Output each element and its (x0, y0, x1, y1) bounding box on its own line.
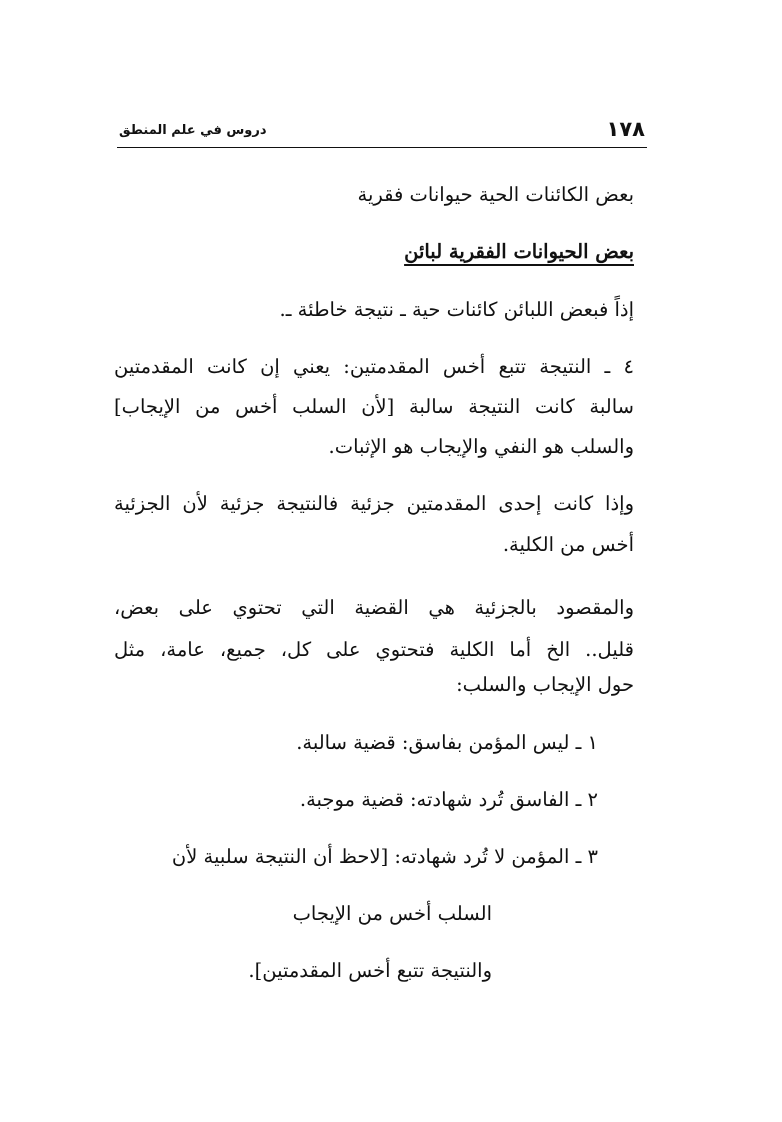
running-title: دروس في علم المنطق (119, 123, 267, 138)
rule4-line-2: سالبة كانت النتيجة سالبة [لأن السلب أخس من الإيجاب] (114, 395, 634, 418)
list-item-1: ١ ـ ليس المؤمن بفاسق: قضية سالبة. (296, 731, 598, 754)
rule4-line-1: ٤ ـ النتيجة تتبع أخس المقدمتين: يعني إن كانت المقدمتين (114, 355, 634, 378)
page-header (117, 117, 647, 148)
example-conclusion: إذاً فبعض اللبائن كائنات حية ـ نتيجة خاطئة ـ. (279, 298, 634, 321)
partial-paragraph-line-2: أخس من الكلية. (502, 533, 634, 556)
partial-paragraph-line-1: وإذا كانت إحدى المقدمتين جزئية فالنتيجة جزئية لأن الجزئية (114, 492, 634, 515)
example-premise-2: بعض الحيوانات الفقرية لبائن (404, 240, 634, 263)
page-number: ١٧٨ (606, 117, 645, 141)
meaning-paragraph-line-2: قليل.. الخ أما الكلية فتحتوي على كل، جميع، عامة، مثل (114, 638, 634, 661)
list-item-3-continuation-2: والنتيجة تتبع أخس المقدمتين]. (248, 959, 492, 982)
list-item-3-continuation-1: السلب أخس من الإيجاب (292, 902, 492, 925)
list-item-2: ٢ ـ الفاسق تُرد شهادته: قضية موجبة. (299, 788, 598, 811)
rule4-line-3: والسلب هو النفي والإيجاب هو الإثبات. (328, 435, 634, 458)
meaning-paragraph-line-1: والمقصود بالجزئية هي القضية التي تحتوي على بعض، (114, 596, 634, 619)
meaning-paragraph-line-3: حول الإيجاب والسلب: (456, 673, 634, 696)
list-item-3: ٣ ـ المؤمن لا تُرد شهادته: [لاحظ أن النتيجة سلبية لأن (171, 845, 598, 868)
example-premise-1: بعض الكائنات الحية حيوانات فقرية (357, 183, 634, 206)
